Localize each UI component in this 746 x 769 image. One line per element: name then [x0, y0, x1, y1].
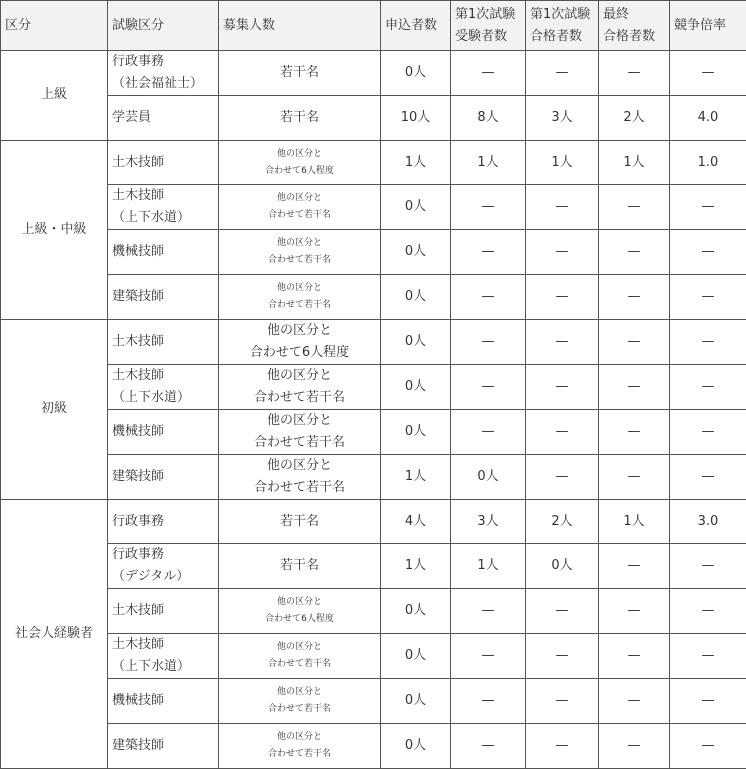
first-exam-takers-cell: —	[451, 589, 526, 634]
final-passers-cell: —	[599, 589, 670, 634]
exam-type-cell: 土木技師 （上下水道）	[108, 185, 219, 230]
first-exam-passers-cell: —	[526, 409, 599, 454]
applicants-cell: 0人	[381, 679, 451, 724]
first-exam-passers-cell: —	[526, 319, 599, 364]
competition-ratio-cell: —	[670, 275, 746, 320]
exam-type-cell: 土木技師 （上下水道）	[108, 634, 219, 679]
table-row	[1, 319, 746, 364]
header-row	[1, 1, 746, 51]
first-exam-takers-cell: —	[451, 185, 526, 230]
final-passers-cell: —	[599, 409, 670, 454]
header-first-exam-passers: 第1次試験 合格者数	[526, 1, 599, 51]
first-exam-takers-cell: —	[451, 364, 526, 409]
first-exam-takers-cell: —	[451, 275, 526, 320]
first-exam-takers-cell: —	[451, 634, 526, 679]
exam-type-cell: 建築技師	[108, 275, 219, 320]
table-row	[1, 51, 746, 96]
competition-ratio-cell: —	[670, 634, 746, 679]
applicants-cell: 0人	[381, 589, 451, 634]
applicants-cell: 0人	[381, 364, 451, 409]
first-exam-passers-cell: 2人	[526, 499, 599, 544]
header-final-passers: 最終 合格者数	[599, 1, 670, 51]
first-exam-takers-cell: —	[451, 409, 526, 454]
table-row	[1, 634, 746, 679]
applicants-cell: 0人	[381, 409, 451, 454]
exam-type-cell: 学芸員	[108, 96, 219, 141]
recruit-count-cell: 他の区分と 合わせて若干名	[219, 364, 381, 409]
recruit-count-cell: 他の区分と 合わせて6人程度	[219, 140, 381, 185]
competition-ratio-cell: —	[670, 230, 746, 275]
first-exam-passers-cell: —	[526, 275, 599, 320]
recruit-count-cell: 他の区分と 合わせて若干名	[219, 185, 381, 230]
applicants-cell: 1人	[381, 454, 451, 499]
exam-type-cell: 機械技師	[108, 679, 219, 724]
first-exam-takers-cell: 1人	[451, 140, 526, 185]
applicants-cell: 1人	[381, 544, 451, 589]
final-passers-cell: —	[599, 544, 670, 589]
table-row	[1, 679, 746, 724]
table-row	[1, 454, 746, 499]
recruit-count-cell: 若干名	[219, 544, 381, 589]
first-exam-takers-cell: —	[451, 319, 526, 364]
competition-ratio-cell: —	[670, 319, 746, 364]
final-passers-cell: —	[599, 185, 670, 230]
competition-ratio-cell: —	[670, 723, 746, 768]
first-exam-passers-cell: —	[526, 589, 599, 634]
competition-ratio-cell: —	[670, 679, 746, 724]
recruit-count-cell: 他の区分と 合わせて6人程度	[219, 319, 381, 364]
applicants-cell: 0人	[381, 275, 451, 320]
recruit-count-cell: 他の区分と 合わせて若干名	[219, 723, 381, 768]
first-exam-passers-cell: 1人	[526, 140, 599, 185]
category-cell: 上級	[1, 51, 108, 141]
first-exam-passers-cell: —	[526, 679, 599, 724]
final-passers-cell: —	[599, 51, 670, 96]
first-exam-takers-cell: 8人	[451, 96, 526, 141]
first-exam-takers-cell: —	[451, 230, 526, 275]
first-exam-takers-cell: 1人	[451, 544, 526, 589]
final-passers-cell: —	[599, 679, 670, 724]
first-exam-passers-cell: —	[526, 454, 599, 499]
applicants-cell: 0人	[381, 185, 451, 230]
competition-ratio-cell: —	[670, 364, 746, 409]
table-row	[1, 364, 746, 409]
final-passers-cell: —	[599, 319, 670, 364]
table-row	[1, 499, 746, 544]
competition-ratio-cell: —	[670, 544, 746, 589]
applicants-cell: 1人	[381, 140, 451, 185]
recruit-count-cell: 他の区分と 合わせて若干名	[219, 230, 381, 275]
recruit-count-cell: 若干名	[219, 96, 381, 141]
header-applicants: 申込者数	[381, 1, 451, 51]
table-row	[1, 275, 746, 320]
header-category: 区分	[1, 1, 108, 51]
first-exam-passers-cell: —	[526, 51, 599, 96]
final-passers-cell: —	[599, 634, 670, 679]
first-exam-passers-cell: —	[526, 230, 599, 275]
final-passers-cell: —	[599, 723, 670, 768]
applicants-cell: 0人	[381, 51, 451, 96]
applicants-cell: 0人	[381, 634, 451, 679]
final-passers-cell: —	[599, 230, 670, 275]
exam-type-cell: 土木技師	[108, 140, 219, 185]
applicants-cell: 0人	[381, 230, 451, 275]
first-exam-passers-cell: —	[526, 723, 599, 768]
recruit-count-cell: 他の区分と 合わせて若干名	[219, 409, 381, 454]
exam-type-cell: 土木技師	[108, 319, 219, 364]
competition-ratio-cell: —	[670, 454, 746, 499]
category-cell: 初級	[1, 319, 108, 499]
header-first-exam-takers: 第1次試験 受験者数	[451, 1, 526, 51]
final-passers-cell: 1人	[599, 140, 670, 185]
applicants-cell: 0人	[381, 723, 451, 768]
table-row	[1, 96, 746, 141]
first-exam-passers-cell: —	[526, 364, 599, 409]
first-exam-takers-cell: —	[451, 723, 526, 768]
table-row	[1, 140, 746, 185]
first-exam-passers-cell: —	[526, 634, 599, 679]
recruit-count-cell: 若干名	[219, 499, 381, 544]
final-passers-cell: —	[599, 454, 670, 499]
category-cell: 社会人経験者	[1, 499, 108, 768]
recruit-count-cell: 他の区分と 合わせて6人程度	[219, 589, 381, 634]
header-competition-ratio: 競争倍率	[670, 1, 746, 51]
first-exam-passers-cell: 0人	[526, 544, 599, 589]
first-exam-passers-cell: —	[526, 185, 599, 230]
applicants-cell: 10人	[381, 96, 451, 141]
exam-type-cell: 機械技師	[108, 409, 219, 454]
competition-ratio-cell: —	[670, 185, 746, 230]
exam-type-cell: 土木技師 （上下水道）	[108, 364, 219, 409]
recruit-count-cell: 他の区分と 合わせて若干名	[219, 679, 381, 724]
exam-type-cell: 建築技師	[108, 454, 219, 499]
first-exam-takers-cell: 0人	[451, 454, 526, 499]
competition-ratio-cell: —	[670, 409, 746, 454]
applicants-cell: 0人	[381, 319, 451, 364]
competition-ratio-cell: —	[670, 589, 746, 634]
competition-ratio-cell: 4.0	[670, 96, 746, 141]
category-cell: 上級・中級	[1, 140, 108, 319]
header-recruit-count: 募集人数	[219, 1, 381, 51]
table-row	[1, 723, 746, 768]
table-row	[1, 544, 746, 589]
exam-type-cell: 土木技師	[108, 589, 219, 634]
first-exam-takers-cell: 3人	[451, 499, 526, 544]
first-exam-passers-cell: 3人	[526, 96, 599, 141]
applicants-cell: 4人	[381, 499, 451, 544]
table-row	[1, 185, 746, 230]
first-exam-takers-cell: —	[451, 51, 526, 96]
recruit-count-cell: 他の区分と 合わせて若干名	[219, 634, 381, 679]
exam-type-cell: 行政事務 （デジタル）	[108, 544, 219, 589]
table-row	[1, 409, 746, 454]
competition-ratio-cell: —	[670, 51, 746, 96]
final-passers-cell: —	[599, 275, 670, 320]
recruit-count-cell: 他の区分と 合わせて若干名	[219, 275, 381, 320]
exam-type-cell: 行政事務	[108, 499, 219, 544]
final-passers-cell: 2人	[599, 96, 670, 141]
exam-type-cell: 行政事務 （社会福祉士）	[108, 51, 219, 96]
table-row	[1, 589, 746, 634]
competition-ratio-cell: 3.0	[670, 499, 746, 544]
final-passers-cell: —	[599, 364, 670, 409]
exam-type-cell: 建築技師	[108, 723, 219, 768]
first-exam-takers-cell: —	[451, 679, 526, 724]
recruit-count-cell: 他の区分と 合わせて若干名	[219, 454, 381, 499]
exam-type-cell: 機械技師	[108, 230, 219, 275]
table-row	[1, 230, 746, 275]
final-passers-cell: 1人	[599, 499, 670, 544]
header-exam-type: 試験区分	[108, 1, 219, 51]
recruit-count-cell: 若干名	[219, 51, 381, 96]
competition-ratio-cell: 1.0	[670, 140, 746, 185]
